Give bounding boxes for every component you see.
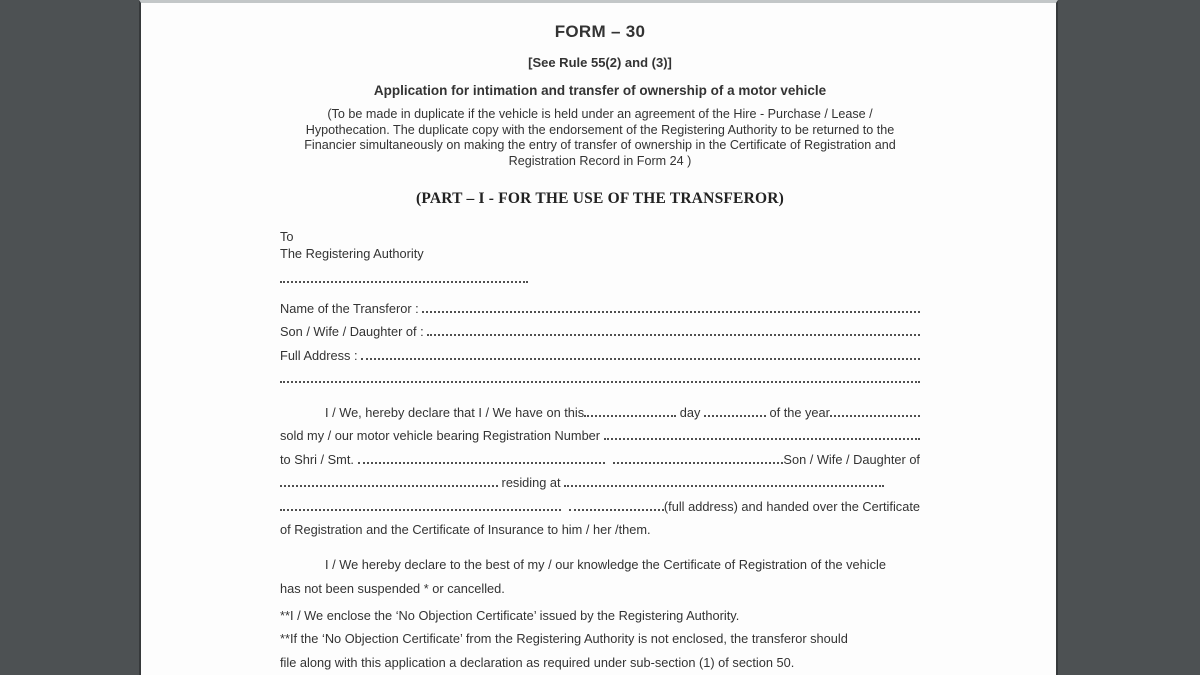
duplicate-note [280, 107, 920, 169]
note-line: (To be made in duplicate if the vehicle is held under an agreement of the Hire - Purchase / Lease / [327, 107, 873, 121]
residence-blank3 [569, 509, 664, 511]
statement-line: **If the ‘No Objection Certificate’ from the Registering Authority is not enclosed, the transferor should [280, 631, 848, 647]
statement-line: has not been suspended * or cancelled. [280, 580, 505, 596]
declaration-l1c: of the year [765, 404, 830, 420]
rule-reference: [See Rule 55(2) and (3)] [528, 55, 672, 70]
transferee-name-blank [358, 462, 606, 464]
declaration-line-1 [280, 396, 920, 420]
field-relation [280, 316, 920, 340]
declaration-l5: (full address) and handed over the Certificate [663, 498, 920, 514]
full-address-label: Full Address : [280, 347, 362, 363]
transferor-name-label: Name of the Transferor : [280, 300, 423, 316]
transferee-name-blank2 [613, 462, 783, 464]
declaration-l1a: I / We, hereby declare that I / We have on this [325, 404, 585, 420]
declaration-l4: residing at [498, 475, 565, 491]
relation-blank [427, 334, 920, 336]
statement-line: **I / We enclose the ‘No Objection Certificate’ issued by the Registering Authority. [280, 607, 740, 623]
declaration-line-3 [280, 443, 920, 467]
transferor-name-blank [422, 311, 920, 313]
full-address-blank-row2 [280, 363, 920, 387]
form-title: FORM – 30 [554, 22, 646, 41]
field-full-address [280, 339, 920, 363]
note-line: Hypothecation. The duplicate copy with the endorsement of the Registering Authority to be returned to the [305, 122, 895, 137]
sale-declaration-paragraph [280, 396, 920, 537]
transferee-parent-blank [280, 485, 498, 487]
note-line: Financier simultaneously on making the entry of transfer of ownership in the Certificate of Registration and [304, 138, 896, 153]
certificate-statements [280, 553, 920, 674]
authority-name-blank [280, 264, 528, 283]
declaration-line-6 [280, 514, 920, 538]
note-line: Registration Record in Form 24 ) [508, 153, 692, 168]
addressee-to: To [280, 229, 294, 245]
declaration-line-4 [280, 467, 920, 491]
declaration-l2: sold my / our motor vehicle bearing Registration Number [280, 428, 604, 444]
residence-blank2 [280, 509, 561, 511]
relation-label: Son / Wife / Daughter of : [280, 324, 428, 340]
declaration-l1b: day [676, 404, 704, 420]
addressee-authority: The Registering Authority [280, 246, 424, 262]
addressee-block [280, 228, 920, 283]
field-transferor-name [280, 292, 920, 316]
full-address-blank [361, 358, 920, 360]
residence-blank [564, 485, 884, 487]
statement-line: I / We hereby declare to the best of my / our knowledge the Certificate of Registration of the vehicle [325, 557, 886, 573]
declaration-l6: of Registration and the Certificate of Insurance to him / her /them. [280, 522, 651, 538]
month-blank [704, 415, 766, 417]
dotted-leader [280, 381, 920, 383]
form-document-page [139, 0, 1058, 675]
form-subtitle: Application for intimation and transfer of ownership of a motor vehicle [373, 83, 827, 98]
part-heading: (PART – I - FOR THE USE OF THE TRANSFEROR) [416, 190, 784, 208]
year-blank [830, 415, 920, 417]
registration-number-blank [604, 438, 920, 440]
declaration-line-2 [280, 420, 920, 444]
day-blank [584, 415, 676, 417]
declaration-l3a: to Shri / Smt. [280, 451, 358, 467]
statement-line: file along with this application a declaration as required under sub-section (1) of section 50. [280, 654, 795, 670]
declaration-l3b: Son / Wife / Daughter of [783, 451, 920, 467]
declaration-line-5 [280, 490, 920, 514]
transferor-fields [280, 292, 920, 386]
